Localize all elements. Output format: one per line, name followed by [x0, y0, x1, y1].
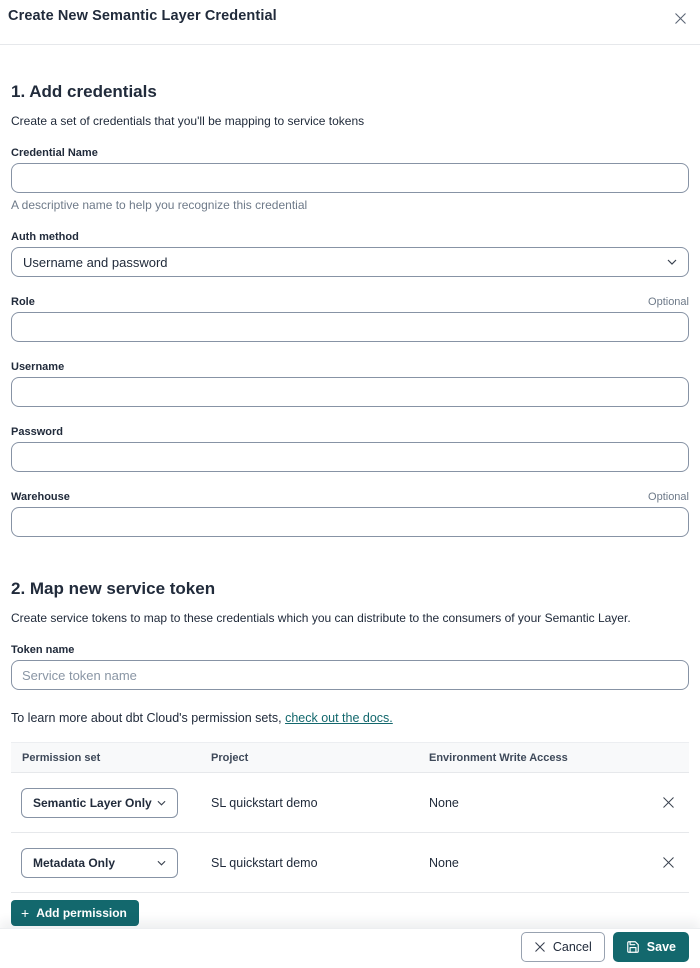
save-label: Save — [646, 939, 676, 954]
auth-method-field-group — [11, 231, 689, 277]
table-row — [11, 833, 689, 893]
save-icon — [626, 940, 640, 954]
modal-body — [0, 82, 700, 926]
remove-permission-button[interactable] — [658, 792, 679, 813]
token-name-field-group — [11, 644, 689, 690]
section-map-service-token — [11, 579, 689, 926]
environment-write-access-cell: None — [429, 795, 459, 810]
warehouse-label: Warehouse — [11, 491, 70, 503]
docs-sentence — [11, 711, 689, 726]
role-label: Role — [11, 296, 35, 308]
permission-set-select[interactable] — [21, 788, 178, 818]
plus-icon: + — [21, 904, 30, 921]
cancel-button[interactable] — [521, 932, 605, 962]
add-credentials-heading: 1. Add credentials — [11, 82, 157, 101]
save-button[interactable] — [613, 932, 689, 962]
close-button[interactable] — [671, 9, 690, 28]
password-input[interactable] — [11, 442, 689, 472]
permission-set-select[interactable] — [21, 848, 178, 878]
warehouse-field-group — [11, 491, 689, 537]
password-label: Password — [11, 426, 63, 438]
column-header-project: Project — [211, 751, 249, 764]
close-icon — [673, 11, 688, 26]
column-header-environment-write-access: Environment Write Access — [429, 751, 568, 764]
modal-footer — [0, 928, 700, 968]
column-header-permission-set: Permission set — [22, 751, 101, 764]
permission-set-value: Metadata Only — [33, 855, 116, 870]
credential-name-input[interactable] — [11, 163, 689, 193]
section-add-credentials — [11, 82, 689, 537]
username-input[interactable] — [11, 377, 689, 407]
chevron-down-icon — [157, 860, 166, 866]
table-row — [11, 773, 689, 833]
remove-icon — [662, 796, 675, 809]
token-name-label: Token name — [11, 644, 75, 656]
auth-method-label: Auth method — [11, 231, 79, 243]
warehouse-optional-badge: Optional — [648, 491, 689, 503]
permission-set-value: Semantic Layer Only — [33, 795, 152, 810]
role-input[interactable] — [11, 312, 689, 342]
auth-method-select[interactable] — [11, 247, 689, 277]
cancel-label: Cancel — [552, 939, 592, 954]
environment-write-access-cell: None — [429, 855, 459, 870]
username-label: Username — [11, 361, 65, 373]
credential-name-helper: A descriptive name to help you recognize this credential — [11, 198, 308, 212]
role-field-group — [11, 296, 689, 342]
cancel-x-icon — [534, 941, 546, 953]
token-name-input[interactable] — [11, 660, 689, 690]
credential-name-label: Credential Name — [11, 147, 98, 159]
chevron-down-icon — [157, 800, 166, 806]
project-cell: SL quickstart demo — [211, 855, 318, 870]
add-permission-button[interactable] — [11, 900, 139, 926]
modal-title: Create New Semantic Layer Credential — [8, 8, 277, 24]
password-field-group — [11, 426, 689, 472]
remove-permission-button[interactable] — [658, 852, 679, 873]
remove-icon — [662, 856, 675, 869]
username-field-group — [11, 361, 689, 407]
credential-name-field-group — [11, 147, 689, 212]
chevron-down-icon — [667, 259, 677, 265]
modal-header — [0, 0, 700, 45]
auth-method-value: Username and password — [23, 254, 168, 270]
map-token-description: Create service tokens to map to these credentials which you can distribute to the consumers of your Semantic Layer. — [11, 611, 631, 625]
permissions-table — [11, 742, 689, 893]
docs-link[interactable]: check out the docs. — [285, 711, 393, 725]
permissions-table-header — [11, 743, 689, 773]
project-cell: SL quickstart demo — [211, 795, 318, 810]
role-optional-badge: Optional — [648, 296, 689, 308]
add-credentials-description: Create a set of credentials that you'll be mapping to service tokens — [11, 114, 365, 128]
docs-text: To learn more about dbt Cloud's permission sets, — [11, 711, 286, 725]
add-permission-label: Add permission — [36, 906, 127, 920]
map-token-heading: 2. Map new service token — [11, 579, 216, 598]
warehouse-input[interactable] — [11, 507, 689, 537]
